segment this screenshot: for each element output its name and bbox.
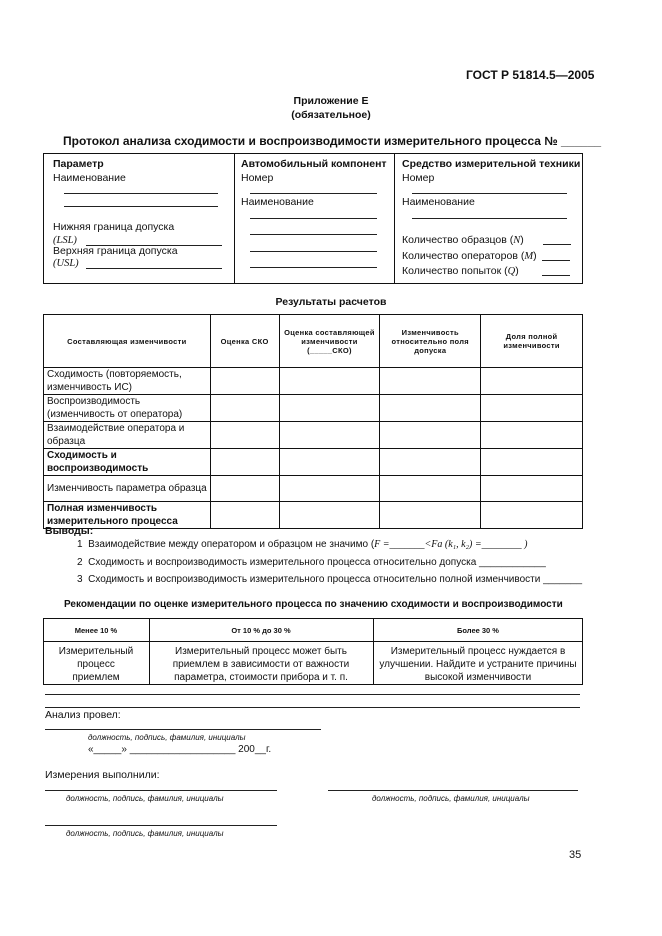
fa-value-field[interactable]: (k₁, k₂) =________ ) [442, 539, 528, 550]
parameter-name-field-2[interactable] [64, 206, 218, 207]
cell-input[interactable] [210, 395, 279, 422]
measurer-1-caption: должность, подпись, фамилия, инициалы [66, 794, 224, 803]
results-header-row [44, 315, 583, 368]
cell-input[interactable] [481, 395, 583, 422]
item-text[interactable]: Сходимость и воспроизводимость измерительного процесса относительно полной изменчивости _______ [88, 574, 583, 585]
parameter-title: Параметр [53, 158, 104, 170]
cell-input[interactable] [380, 502, 481, 529]
analysis-date-field[interactable]: «_____» ___________________ 200__г. [88, 744, 272, 755]
item-number: 2 [77, 557, 83, 568]
rec-header-high: Более 30 % [457, 626, 499, 635]
analyst-signature-field[interactable] [45, 729, 321, 730]
measurer-1-signature-field[interactable] [45, 790, 277, 791]
table-row [44, 476, 583, 502]
cell-input[interactable] [210, 422, 279, 449]
operators-count-field[interactable] [542, 260, 570, 261]
trials-label-text: Количество попыток ( [402, 265, 508, 277]
samples-count-field[interactable] [543, 244, 571, 245]
instrument-name-field[interactable] [412, 218, 567, 219]
row-label: Сходимость и воспроизводимость [44, 449, 211, 476]
conclusion-item-2 [77, 557, 546, 568]
samples-label-text: Количество образцов ( [402, 234, 514, 246]
measurements-label: Измерения выполнили: [45, 769, 160, 781]
cell-input[interactable] [279, 422, 380, 449]
cell-input[interactable] [210, 476, 279, 502]
component-name-field-4[interactable] [250, 267, 377, 268]
paren: ) [515, 265, 519, 277]
cell-input[interactable] [481, 449, 583, 476]
samples-count-label [402, 234, 524, 246]
document-number: ГОСТ Р 51814.5—2005 [466, 68, 595, 82]
cell-input[interactable] [279, 368, 380, 395]
item-number: 3 [77, 574, 83, 585]
col-header-total-share: Доля полной изменчивости [481, 315, 583, 368]
rec-cell-low: Измерительный процесс приемлем [58, 646, 134, 683]
samples-symbol: N [513, 235, 521, 246]
table-row [44, 422, 583, 449]
lsl-label: Нижняя граница допуска [53, 221, 175, 233]
lsl-symbol: (LSL) [53, 235, 77, 246]
parameter-name-field-1[interactable] [64, 193, 218, 194]
cell-input[interactable] [279, 476, 380, 502]
item-number: 1 [77, 539, 83, 550]
cell-input[interactable] [481, 422, 583, 449]
paren: ) [533, 250, 537, 262]
usl-symbol: (USL) [53, 258, 79, 269]
conclusion-item-1 [77, 539, 527, 550]
table-row [44, 368, 583, 395]
table-row [44, 502, 583, 529]
instrument-title: Средство измерительной техники [402, 158, 581, 170]
results-table [43, 314, 583, 529]
cell-input[interactable] [210, 368, 279, 395]
col-header-tolerance: Изменчивость относительно поля допуска [380, 315, 481, 368]
cell-input[interactable] [380, 395, 481, 422]
notes-line-1[interactable] [45, 694, 580, 695]
trials-count-label [402, 265, 519, 277]
cell-input[interactable] [481, 368, 583, 395]
component-name-label: Наименование [241, 196, 314, 208]
rec-header-low: Менее 10 % [74, 626, 118, 635]
trials-count-field[interactable] [542, 275, 570, 276]
cell-input[interactable] [279, 449, 380, 476]
instrument-number-field[interactable] [412, 193, 567, 194]
measurer-2-signature-field[interactable] [328, 790, 578, 791]
cell-input[interactable] [279, 502, 380, 529]
analyst-signature-caption: должность, подпись, фамилия, инициалы [88, 733, 246, 742]
component-number-field[interactable] [250, 193, 377, 194]
cell-input[interactable] [481, 476, 583, 502]
conclusion-item-3 [77, 574, 582, 585]
row-label: Полная изменчивость измерительного процесса [44, 502, 211, 529]
component-title: Автомобильный компонент [241, 158, 387, 170]
fa-symbol: Fa [431, 539, 443, 550]
page-number: 35 [569, 849, 582, 861]
cell-input[interactable] [210, 502, 279, 529]
row-label: Воспроизводимость (изменчивость от оператора) [44, 395, 211, 422]
item-text[interactable]: Сходимость и воспроизводимость измерительного процесса относительно допуска ____________ [88, 557, 546, 568]
instrument-number-label: Номер [402, 172, 435, 184]
component-name-field-2[interactable] [250, 234, 377, 235]
measurer-2-caption: должность, подпись, фамилия, инициалы [372, 794, 530, 803]
row-label: Изменчивость параметра образца [44, 476, 211, 502]
rec-cell-high: Измерительный процесс нуждается в улучшении. Найдите и устраните причины высокой изменчивости [379, 646, 577, 683]
rec-header-mid: От 10 % до 30 % [231, 626, 291, 635]
conclusions-title: Выводы: [45, 525, 94, 537]
parameter-name-label: Наименование [53, 172, 126, 184]
notes-line-2[interactable] [45, 707, 580, 708]
operators-label-text: Количество операторов ( [402, 250, 525, 262]
col-header-component: Составляющая изменчивости [44, 315, 211, 368]
cell-input[interactable] [279, 395, 380, 422]
cell-input[interactable] [210, 449, 279, 476]
table-row [44, 395, 583, 422]
col-header-component-estimate: Оценка составляющей изменчивости (_____СКО) [279, 315, 380, 368]
protocol-title: Протокол анализа сходимости и воспроизводимости измерительного процесса № ______ [63, 134, 602, 148]
measurer-3-signature-field[interactable] [45, 825, 277, 826]
component-name-field-1[interactable] [250, 218, 377, 219]
usl-label: Верхняя граница допуска [53, 245, 178, 257]
appendix-title: Приложение Е [293, 95, 369, 107]
cell-input[interactable] [380, 449, 481, 476]
component-name-field-3[interactable] [250, 251, 377, 252]
analysis-label: Анализ провел: [45, 709, 121, 721]
operators-count-label [402, 250, 537, 262]
recommendations-title: Рекомендации по оценке измерительного процесса по значению сходимости и воспроизводимости [64, 599, 563, 610]
measurer-3-caption: должность, подпись, фамилия, инициалы [66, 829, 224, 838]
f-value-field[interactable]: F =_______< [374, 539, 432, 550]
trials-symbol: Q [507, 266, 516, 277]
component-number-label: Номер [241, 172, 274, 184]
row-label: Взаимодействие оператора и образца [44, 422, 211, 449]
item-text: Взаимодействие между оператором и образцом не значимо ( [88, 539, 375, 550]
cell-input[interactable] [380, 368, 481, 395]
appendix-status: (обязательное) [291, 109, 371, 121]
cell-input[interactable] [380, 476, 481, 502]
results-title: Результаты расчетов [275, 296, 387, 308]
table-row [44, 449, 583, 476]
operators-symbol: M [524, 251, 534, 262]
rec-cell-mid: Измерительный процесс может быть приемлем в зависимости от важности параметра, стоимости прибора и т. п. [172, 646, 350, 683]
cell-input[interactable] [481, 502, 583, 529]
col-header-sko: Оценка СКО [210, 315, 279, 368]
paren: ) [520, 234, 524, 246]
usl-field[interactable] [86, 268, 222, 269]
row-label: Сходимость (повторяемость, изменчивость ИС) [44, 368, 211, 395]
cell-input[interactable] [380, 422, 481, 449]
instrument-name-label: Наименование [402, 196, 475, 208]
